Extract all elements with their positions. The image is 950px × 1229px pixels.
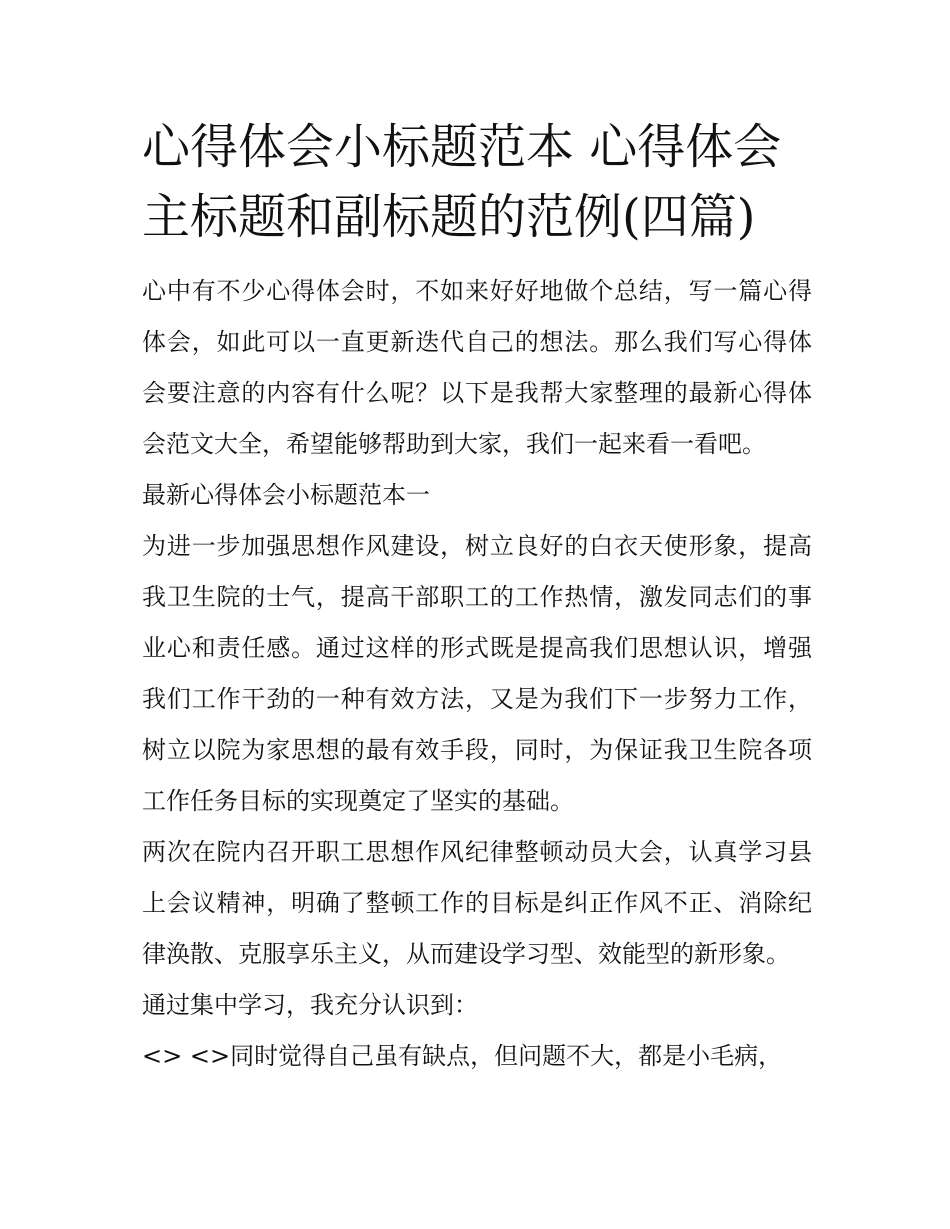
intro-paragraph: 心中有不少心得体会时，不如来好好地做个总结，写一篇心得体会，如此可以一直更新迭代自己的想法。那么我们写心得体会要注意的内容有什么呢？以下是我帮大家整理的最新心得体会范文大全，希望能够帮助到大家，我们一起来看一看吧。 [142,277,812,458]
body-paragraph: 两次在院内召开职工思想作风纪律整顿动员大会，认真学习县上会议精神，明确了整顿工作的目标是纠正作风不正、消除纪律涣散、克服享乐主义，从而建设学习型、效能型的新形象。 [142,838,812,968]
body-paragraph: 通过集中学习，我充分认识到： [142,991,478,1019]
document-title: 心得体会小标题范本 心得体会主标题和副标题的范例(四篇) [142,119,782,245]
document-body [142,112,812,1082]
body-paragraph: <> <>同时觉得自己虽有缺点，但问题不大，都是小毛病， [142,1042,783,1070]
body-paragraph: 为进一步加强思想作风建设，树立良好的白衣天使形象，提高我卫生院的士气，提高干部职工的工作热情，激发同志们的事业心和责任感。通过这样的形式既是提高我们思想认识，增强我们工作干劲的一种有效方法，又是为我们下一步努力工作，树立以院为家思想的最有效手段，同时，为保证我卫生院各项工作任务目标的实现奠定了坚实的基础。 [142,532,812,815]
section-heading: 最新心得体会小标题范本一 [142,481,430,509]
